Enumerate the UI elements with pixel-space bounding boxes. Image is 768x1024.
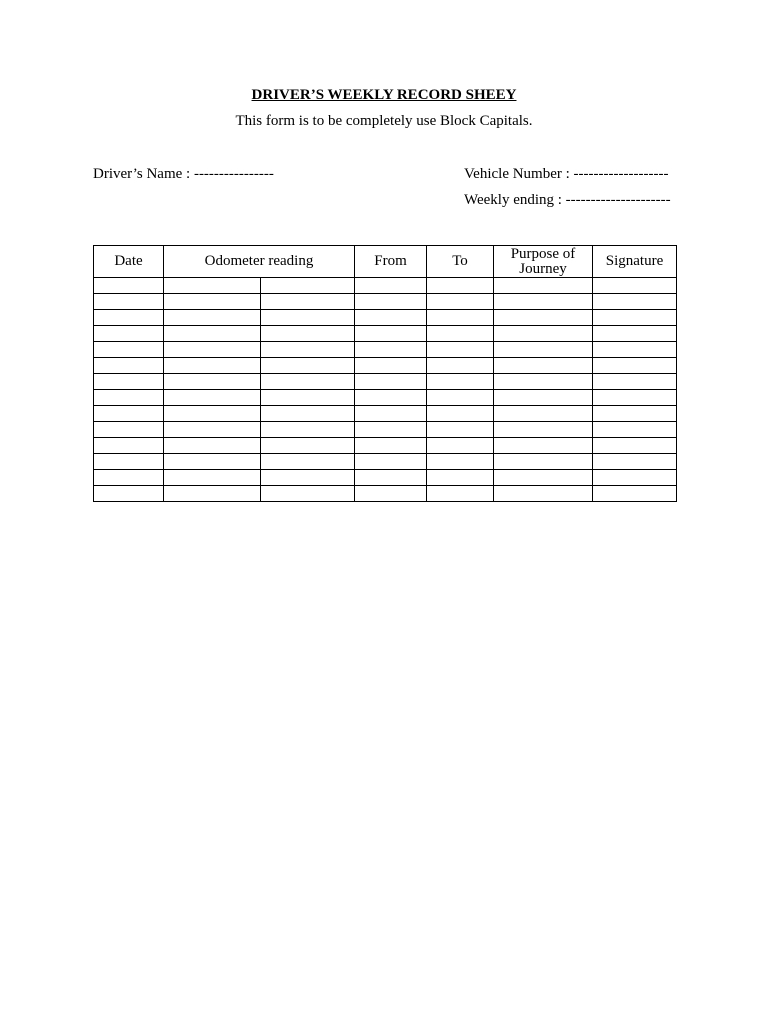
from-cell[interactable] [355,454,427,470]
purpose-cell[interactable] [494,470,593,486]
odometer-start-cell[interactable] [164,278,261,294]
from-cell[interactable] [355,438,427,454]
odometer-end-cell[interactable] [261,310,355,326]
table-row [94,470,677,486]
signature-cell[interactable] [593,454,677,470]
page-title: DRIVER’S WEEKLY RECORD SHEEY [251,87,517,103]
purpose-cell[interactable] [494,486,593,502]
date-cell[interactable] [94,278,164,294]
odometer-end-cell[interactable] [261,470,355,486]
table-body [94,278,677,502]
purpose-header-line-1: Purpose of [510,245,576,262]
table-row [94,422,677,438]
table-row [94,486,677,502]
date-cell[interactable] [94,326,164,342]
odometer-start-cell[interactable] [164,326,261,342]
odometer-end-cell[interactable] [261,358,355,374]
odometer-start-cell[interactable] [164,390,261,406]
vehicle-number-field[interactable]: Vehicle Number : ------------------- [464,166,669,182]
date-cell[interactable] [94,470,164,486]
odometer-start-cell[interactable] [164,358,261,374]
column-header-to: To [427,246,494,278]
odometer-start-cell[interactable] [164,486,261,502]
table-header-row [94,246,677,278]
purpose-cell[interactable] [494,454,593,470]
signature-cell[interactable] [593,342,677,358]
odometer-end-cell[interactable] [261,438,355,454]
to-cell[interactable] [427,454,494,470]
date-cell[interactable] [94,454,164,470]
odometer-end-cell[interactable] [261,390,355,406]
odometer-start-cell[interactable] [164,374,261,390]
to-cell[interactable] [427,342,494,358]
from-cell[interactable] [355,406,427,422]
purpose-cell[interactable] [494,406,593,422]
date-cell[interactable] [94,342,164,358]
from-cell[interactable] [355,294,427,310]
from-cell[interactable] [355,310,427,326]
to-cell[interactable] [427,438,494,454]
purpose-cell[interactable] [494,326,593,342]
from-cell[interactable] [355,374,427,390]
table-row [94,342,677,358]
signature-cell[interactable] [593,422,677,438]
signature-cell[interactable] [593,358,677,374]
signature-cell[interactable] [593,470,677,486]
from-cell[interactable] [355,326,427,342]
purpose-cell[interactable] [494,278,593,294]
odometer-end-cell[interactable] [261,406,355,422]
signature-cell[interactable] [593,438,677,454]
table-row [94,294,677,310]
date-cell[interactable] [94,438,164,454]
signature-cell[interactable] [593,310,677,326]
table-row [94,310,677,326]
odometer-end-cell[interactable] [261,422,355,438]
column-header-odometer: Odometer reading [164,246,355,278]
odometer-start-cell[interactable] [164,438,261,454]
purpose-cell[interactable] [494,374,593,390]
weekly-ending-field[interactable]: Weekly ending : --------------------- [464,192,671,208]
table-row [94,438,677,454]
odometer-end-cell[interactable] [261,454,355,470]
from-cell[interactable] [355,278,427,294]
odometer-end-cell[interactable] [261,374,355,390]
column-header-signature: Signature [593,246,677,278]
date-cell[interactable] [94,486,164,502]
odometer-start-cell[interactable] [164,310,261,326]
table-row [94,454,677,470]
from-cell[interactable] [355,470,427,486]
odometer-end-cell[interactable] [261,342,355,358]
from-cell[interactable] [355,486,427,502]
date-cell[interactable] [94,374,164,390]
signature-cell[interactable] [593,406,677,422]
signature-cell[interactable] [593,486,677,502]
signature-cell[interactable] [593,294,677,310]
page-subtitle: This form is to be completely use Block Capitals. [235,113,533,129]
signature-cell[interactable] [593,326,677,342]
column-header-date: Date [94,246,164,278]
odometer-start-cell[interactable] [164,294,261,310]
to-cell[interactable] [427,358,494,374]
odometer-end-cell[interactable] [261,486,355,502]
to-cell[interactable] [427,486,494,502]
column-header-from: From [355,246,427,278]
odometer-end-cell[interactable] [261,294,355,310]
to-cell[interactable] [427,326,494,342]
purpose-cell[interactable] [494,390,593,406]
purpose-cell[interactable] [494,342,593,358]
purpose-cell[interactable] [494,422,593,438]
odometer-start-cell[interactable] [164,406,261,422]
to-cell[interactable] [427,422,494,438]
signature-cell[interactable] [593,278,677,294]
odometer-end-cell[interactable] [261,278,355,294]
date-cell[interactable] [94,422,164,438]
purpose-cell[interactable] [494,438,593,454]
purpose-cell[interactable] [494,310,593,326]
to-cell[interactable] [427,278,494,294]
column-header-purpose [494,246,593,278]
to-cell[interactable] [427,390,494,406]
from-cell[interactable] [355,358,427,374]
to-cell[interactable] [427,310,494,326]
purpose-cell[interactable] [494,358,593,374]
driver-name-field[interactable]: Driver’s Name : ---------------- [93,166,274,182]
odometer-end-cell[interactable] [261,326,355,342]
table-row [94,358,677,374]
odometer-start-cell[interactable] [164,454,261,470]
to-cell[interactable] [427,294,494,310]
odometer-start-cell[interactable] [164,470,261,486]
signature-cell[interactable] [593,390,677,406]
table-row [94,278,677,294]
odometer-start-cell[interactable] [164,422,261,438]
table-row [94,326,677,342]
to-cell[interactable] [427,406,494,422]
purpose-header-line-2: Journey [519,260,567,277]
date-cell[interactable] [94,358,164,374]
weekly-record-table [93,245,677,502]
date-cell[interactable] [94,310,164,326]
date-cell[interactable] [94,294,164,310]
from-cell[interactable] [355,390,427,406]
to-cell[interactable] [427,470,494,486]
from-cell[interactable] [355,342,427,358]
from-cell[interactable] [355,422,427,438]
odometer-start-cell[interactable] [164,342,261,358]
date-cell[interactable] [94,406,164,422]
to-cell[interactable] [427,374,494,390]
table-row [94,374,677,390]
table-row [94,390,677,406]
table-row [94,406,677,422]
signature-cell[interactable] [593,374,677,390]
purpose-cell[interactable] [494,294,593,310]
date-cell[interactable] [94,390,164,406]
